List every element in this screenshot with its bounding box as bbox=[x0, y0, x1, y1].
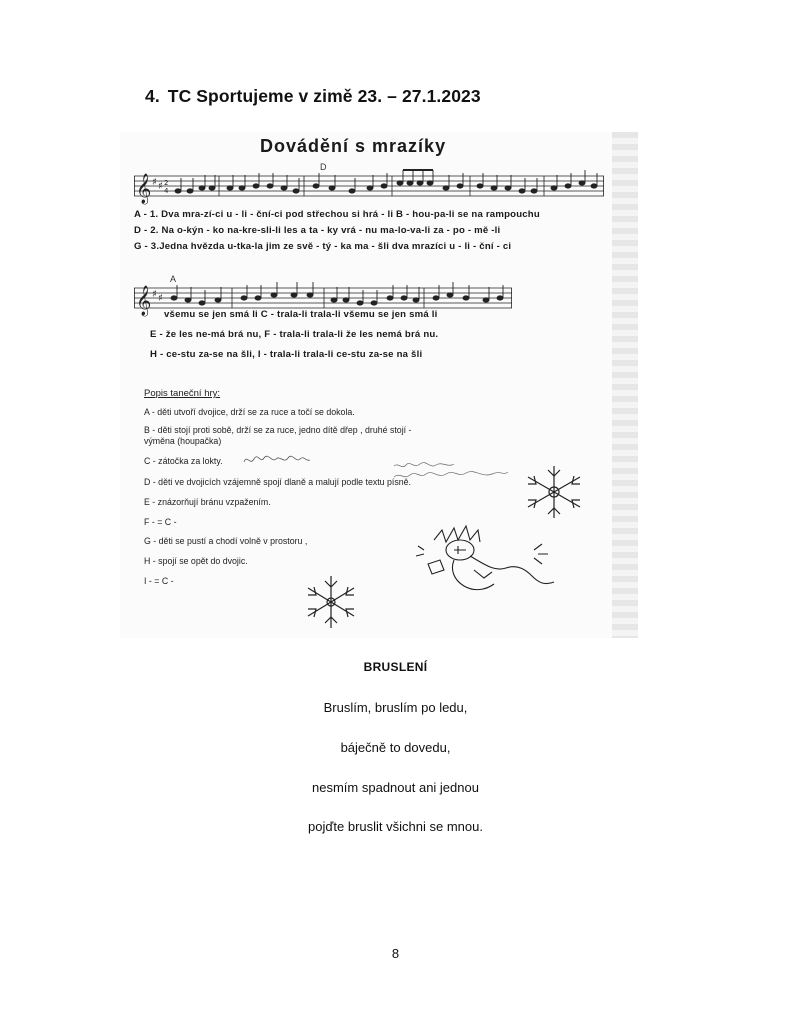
dance-step: I - = C - bbox=[144, 576, 174, 586]
lyrics-line: E - že les ne-má brá nu, F - trala-li trala-li že les nemá brá nu. bbox=[150, 329, 439, 340]
svg-text:♯: ♯ bbox=[152, 289, 157, 300]
poem-line: nesmím spadnout ani jednou bbox=[312, 780, 479, 795]
poem-title: BRUSLENÍ bbox=[363, 660, 428, 674]
dance-step: D - děti ve dvojicích vzájemně spojí dlaně a malují podle textu písně. bbox=[144, 477, 411, 487]
lyrics-line: A - 1. Dva mra-zí-ci u - li - ční-ci pod střechou si hrá - li B - hou-pa-li se na rampouchu bbox=[134, 209, 540, 220]
frost-sprite-illustration bbox=[414, 520, 574, 604]
handwritten-note bbox=[242, 452, 312, 468]
treble-clef-icon: 𝄞 bbox=[136, 286, 152, 316]
section-heading bbox=[145, 86, 481, 107]
dance-step: H - spojí se opět do dvojic. bbox=[144, 556, 248, 566]
svg-text:4: 4 bbox=[164, 187, 169, 195]
dance-description-title: Popis taneční hry: bbox=[144, 388, 221, 399]
lyrics-line: G - 3.Jedna hvězda u-tka-la jim ze svě - tý - ka ma - šli dva mrazíci u - li - ční - ci bbox=[134, 241, 512, 252]
treble-clef-icon: 𝄞 bbox=[136, 174, 152, 204]
poem-line: báječně to dovedu, bbox=[340, 740, 451, 755]
music-staff-1 bbox=[134, 166, 606, 206]
dance-step: A - děti utvoří dvojice, drží se za ruce a točí se dokola. bbox=[144, 407, 355, 417]
poem-line: pojďte bruslit všichni se mnou. bbox=[308, 819, 483, 834]
handwritten-note bbox=[392, 460, 512, 484]
lyrics-line: H - ce-stu za-se na šli, I - trala-li trala-li ce-stu za-se na šli bbox=[150, 349, 423, 360]
scanned-song-sheet bbox=[120, 132, 638, 638]
svg-text:♯: ♯ bbox=[152, 177, 157, 188]
lyrics-line: D - 2. Na o-kýn - ko na-kre-sli-li les a ta - ky vrá - nu ma-lo-va-li za - po - mě -li bbox=[134, 225, 501, 236]
scan-page-edge bbox=[612, 132, 638, 638]
scan-song-title: Dovádění s mrazíky bbox=[260, 136, 447, 156]
chord-label-2: A bbox=[170, 274, 177, 284]
svg-text:♯: ♯ bbox=[158, 181, 163, 192]
dance-step: E - znázorňují bránu vzpažením. bbox=[144, 497, 271, 507]
lyrics-line: všemu se jen smá li C - trala-li trala-li všemu se jen smá li bbox=[164, 309, 438, 320]
dance-step: C - zátočka za lokty. bbox=[144, 456, 223, 466]
section-number: 4. bbox=[145, 86, 160, 106]
snowflake-icon bbox=[298, 572, 364, 632]
section-title: TC Sportujeme v zimě 23. – 27.1.2023 bbox=[167, 86, 481, 106]
dance-step: F - = C - bbox=[144, 517, 177, 527]
chord-label-1: D bbox=[320, 162, 327, 172]
poem-line: Bruslím, bruslím po ledu, bbox=[323, 700, 468, 715]
snowflake-icon bbox=[514, 462, 594, 522]
svg-text:2: 2 bbox=[164, 179, 169, 187]
dance-step: B - děti stojí proti sobě, drží se za ruce, jedno dítě dřep , druhé stojí - výměna (houpačka) bbox=[144, 425, 412, 446]
svg-text:♯: ♯ bbox=[158, 293, 163, 304]
page-number: 8 bbox=[391, 946, 400, 961]
dance-step: G - děti se pustí a chodí volně v prostoru , bbox=[144, 536, 308, 546]
